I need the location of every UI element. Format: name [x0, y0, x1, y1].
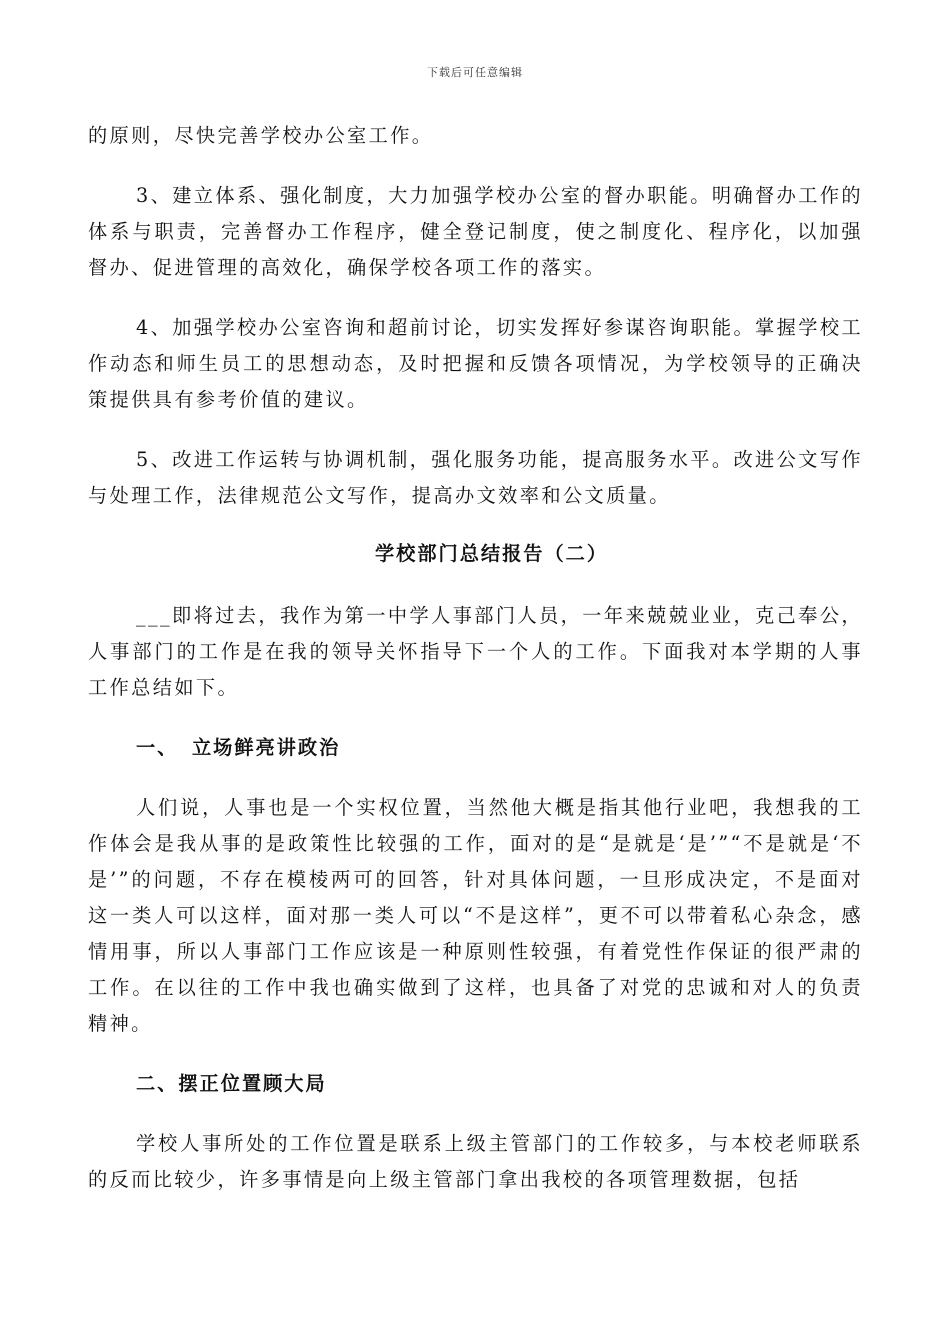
paragraph-item-4: 4、加强学校办公室咨询和超前讨论，切实发挥好参谋咨询职能。掌握学校工作动态和师生员工的思想动态，及时把握和反馈各项情况，为学校领导的正确决策提供具有参考价值的建议。	[88, 316, 863, 411]
page-header: 下载后可任意编辑	[427, 66, 523, 79]
section-heading-2: 二、摆正位置顾大局	[136, 1072, 327, 1095]
section-number-1: 一、	[136, 736, 179, 759]
paragraph-item-5: 5、改进工作运转与协调机制，强化服务功能，提高服务水平。改进公文写作与处理工作，法律规范公文写作，提高办文效率和公文质量。	[88, 448, 863, 507]
paragraph-continued: 的原则，尽快完善学校办公室工作。	[88, 124, 434, 147]
report-intro: ___即将过去，我作为第一中学人事部门人员，一年来兢兢业业，克己奉公，人事部门的工作是在我的领导关怀指导下一个人的工作。下面我对本学期的人事工作总结如下。	[88, 604, 863, 699]
section-body-2: 学校人事所处的工作位置是联系上级主管部门的工作较多，与本校老师联系的反而比较少，许多事情是向上级主管部门拿出我校的各项管理数据，包括	[88, 1132, 863, 1191]
section-body-1: 人们说，人事也是一个实权位置，当然他大概是指其他行业吧，我想我的工作体会是我从事的是政策性比较强的工作，面对的是“是就是‘是’”“不是就是‘不是’”的问题，不存在模棱两可的回答，针对具体问题，一旦形成决定，不是面对这一类人可以这样，面对那一类人可以“不是这样”，更不可以带着私心杂念，感情用事，所以人事部门工作应该是一种原则性较强，有着党性作保证的很严肃的工作。在以往的工作中我也确实做到了这样，也具备了对党的忠诚和对人的负责精神。	[88, 796, 863, 1035]
report-title: 学校部门总结报告（二）	[374, 542, 609, 565]
paragraph-item-3: 3、建立体系、强化制度，大力加强学校办公室的督办职能。明确督办工作的体系与职责，完善督办工作程序，健全登记制度，使之制度化、程序化，以加强督办、促进管理的高效化，确保学校各项工作的落实。	[88, 184, 863, 279]
section-title-1: 立场鲜亮讲政治	[192, 736, 341, 759]
section-heading-1	[136, 730, 863, 766]
document-body	[88, 118, 863, 1222]
